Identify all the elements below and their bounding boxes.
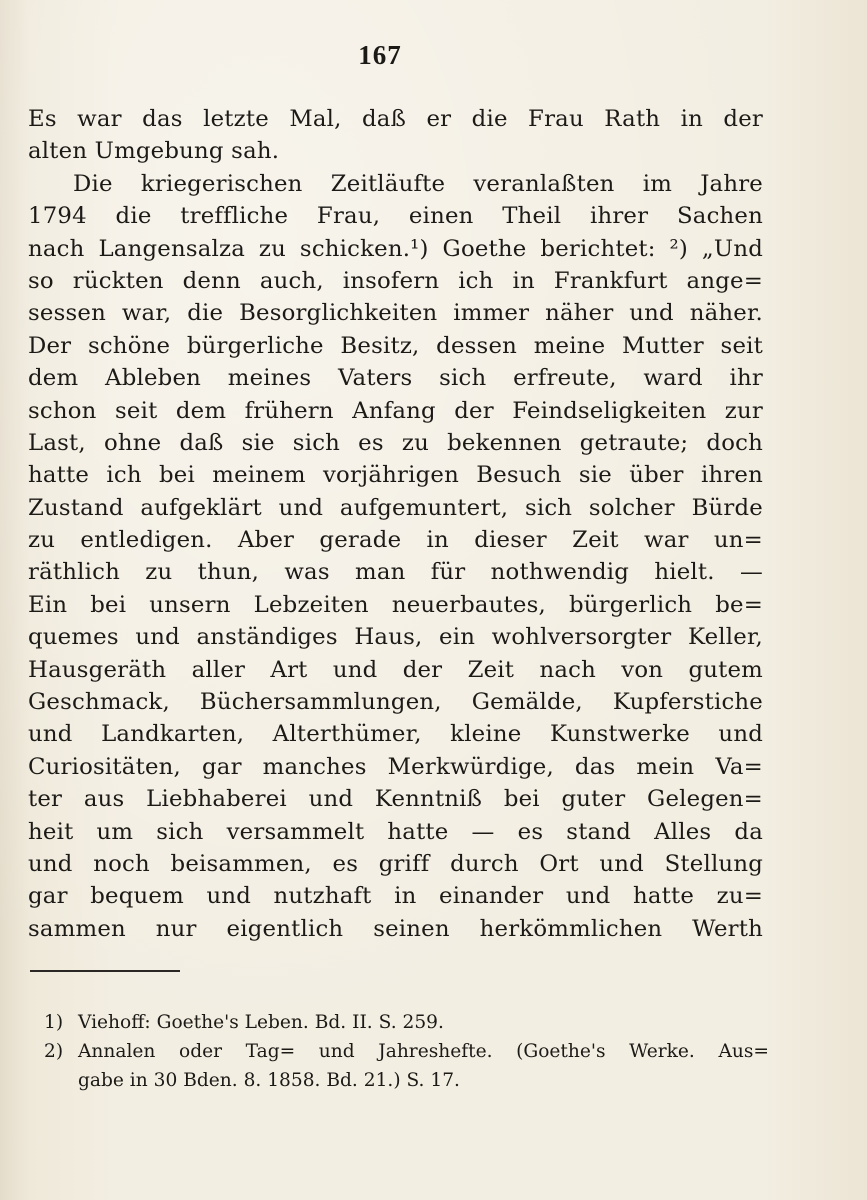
text-line: Curiositäten, gar manches Merkwürdige, das mein Va= (28, 753, 763, 780)
text-line: zu entledigen. Aber gerade in dieser Zeit war un= (28, 527, 763, 554)
text-line: sessen war, die Besorglichkeiten immer näher und näher. (28, 300, 763, 327)
text-line: so rückten denn auch, insofern ich in Frankfurt ange= (28, 267, 763, 294)
text-line: alten Umgebung sah. (28, 138, 280, 165)
text-line: 1794 die treffliche Frau, einen Theil ihrer Sachen (28, 203, 763, 230)
footnote-line: gabe in 30 Bden. 8. 1858. Bd. 21.) S. 17. (78, 1070, 460, 1091)
text-line: gar bequem und nutzhaft in einander und hatte zu= (28, 883, 763, 910)
footnote-marker: 2) (44, 1041, 64, 1062)
text-line: Ein bei unsern Lebzeiten neuerbautes, bürgerlich be= (28, 591, 763, 618)
footnote-line: Annalen oder Tag= und Jahreshefte. (Goethe's Werke. Aus= (78, 1041, 769, 1062)
body-text (28, 103, 763, 945)
text-line: schon seit dem frühern Anfang der Feindseligkeiten zur (28, 397, 763, 424)
text-line: und Landkarten, Alterthümer, kleine Kunstwerke und (28, 721, 763, 748)
text-line: Geschmack, Büchersammlungen, Gemälde, Kupferstiche (28, 689, 763, 716)
text-line: hatte ich bei meinem vorjährigen Besuch sie über ihren (28, 462, 763, 489)
text-line: räthlich zu thun, was man für nothwendig hielt. — (28, 559, 763, 586)
text-line: Zustand aufgeklärt und aufgemuntert, sich solcher Bürde (28, 494, 763, 521)
text-line: und noch beisammen, es griff durch Ort und Stellung (28, 850, 763, 877)
footnote-divider (30, 970, 180, 972)
footnote-marker: 1) (44, 1012, 64, 1033)
text-line: Last, ohne daß sie sich es zu bekennen getraute; doch (28, 429, 763, 456)
text-line: nach Langensalza zu schicken.¹) Goethe berichtet: ²) „Und (28, 235, 763, 262)
text-line: dem Ableben meines Vaters sich erfreute, ward ihr (28, 365, 763, 392)
footnote-line: Viehoff: Goethe's Leben. Bd. II. S. 259. (78, 1012, 444, 1033)
page-number: 167 (358, 40, 402, 70)
footnote-text (78, 1008, 769, 1037)
text-line: ter aus Liebhaberei und Kenntniß bei guter Gelegen= (28, 786, 763, 813)
text-line: heit um sich versammelt hatte — es stand Alles da (28, 818, 763, 845)
text-line: Es war das letzte Mal, daß er die Frau Rath in der (28, 106, 763, 132)
footnote-text (78, 1037, 769, 1095)
text-line: sammen nur eigentlich seinen herkömmlichen Werth (28, 915, 763, 942)
footnotes (44, 1008, 769, 1095)
text-line: quemes und anständiges Haus, ein wohlversorgter Keller, (28, 624, 763, 651)
footnote (44, 1037, 769, 1095)
footnote (44, 1008, 769, 1037)
text-line: Hausgeräth aller Art und der Zeit nach von gutem (28, 656, 763, 683)
text-line: Der schöne bürgerliche Besitz, dessen meine Mutter seit (28, 332, 763, 359)
text-line: Die kriegerischen Zeitläufte veranlaßten im Jahre (73, 170, 763, 197)
